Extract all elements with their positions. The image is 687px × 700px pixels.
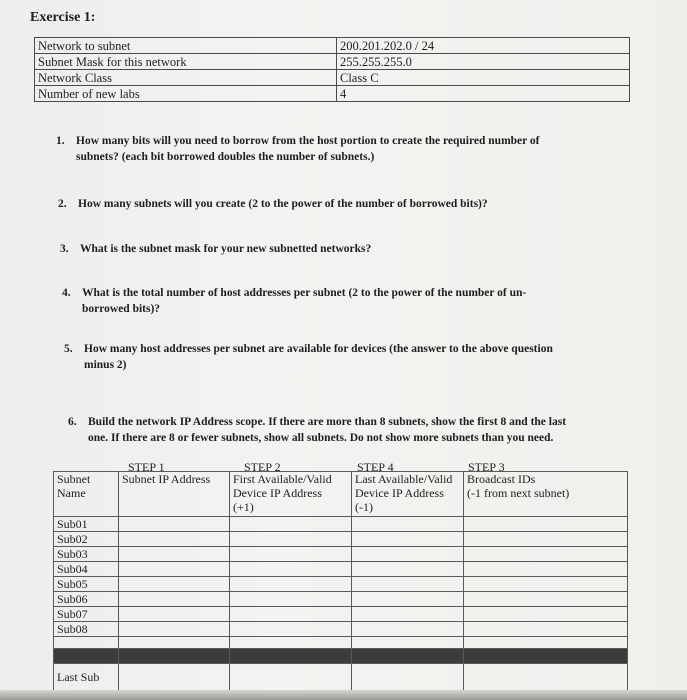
header-cell: Subnet Name [54, 472, 119, 517]
answer-cell[interactable] [464, 622, 628, 637]
answer-cell[interactable] [464, 517, 628, 532]
table-row [54, 622, 628, 637]
row-value: 4 [337, 86, 630, 102]
answer-cell[interactable] [464, 562, 628, 577]
answer-cell[interactable] [230, 592, 352, 607]
row-value: 200.201.202.0 / 24 [337, 38, 630, 54]
question-text: What is the subnet mask for your new subnetted networks? [80, 243, 372, 255]
answer-cell[interactable] [464, 547, 628, 562]
table-row [54, 592, 628, 607]
answer-cell[interactable] [464, 532, 628, 547]
subnet-name: Sub08 [54, 622, 119, 637]
answer-cell[interactable] [464, 607, 628, 622]
answer-cell[interactable] [119, 562, 230, 577]
row-label: Network to subnet [35, 38, 337, 54]
empty-cell [119, 637, 230, 649]
table-row [54, 532, 628, 547]
answer-cell[interactable] [119, 592, 230, 607]
step-label: STEP 3 [468, 460, 505, 474]
answer-cell[interactable] [352, 592, 464, 607]
empty-cell [54, 637, 119, 649]
question-text: What is the total number of host addresses per subnet (2 to the power of the number of un- [82, 287, 527, 299]
header-cell: First Available/Valid Device IP Address (+1) [230, 472, 352, 517]
question-text: minus 2) [84, 359, 127, 371]
answer-cell[interactable] [230, 622, 352, 637]
empty-cell [352, 637, 464, 649]
answer-cell[interactable] [352, 577, 464, 592]
shaded-cell [54, 649, 119, 664]
question-number: 4. [62, 287, 71, 299]
question-6 [68, 414, 566, 446]
answer-cell[interactable] [352, 607, 464, 622]
question-1 [56, 133, 540, 165]
step-label: STEP 4 [357, 460, 394, 474]
answer-cell[interactable] [230, 532, 352, 547]
table-row [54, 607, 628, 622]
question-number: 5. [64, 343, 73, 355]
step-label: STEP 1 [128, 460, 165, 474]
subnet-name: Sub06 [54, 592, 119, 607]
row-value: 255.255.255.0 [337, 54, 630, 70]
question-text: Build the network IP Address scope. If there are more than 8 subnets, show the first 8 and the last [88, 416, 567, 428]
table-row [54, 577, 628, 592]
header-cell: Broadcast IDs (-1 from next subnet) [464, 472, 628, 517]
subnet-name: Sub07 [54, 607, 119, 622]
shaded-cell [352, 649, 464, 664]
answer-cell[interactable] [464, 592, 628, 607]
question-text: How many host addresses per subnet are available for devices (the answer to the above question [84, 343, 553, 355]
subnet-name: Sub03 [54, 547, 119, 562]
table-row [35, 70, 630, 86]
question-2 [58, 196, 488, 212]
table-row [35, 86, 630, 102]
answer-cell[interactable] [352, 517, 464, 532]
step-label: STEP 2 [244, 460, 281, 474]
subnet-name: Sub02 [54, 532, 119, 547]
question-text: borrowed bits)? [82, 303, 161, 315]
empty-cell [230, 637, 352, 649]
row-label: Number of new labs [35, 86, 337, 102]
answer-cell[interactable] [119, 547, 230, 562]
answer-cell[interactable] [230, 547, 352, 562]
table-row [35, 38, 630, 54]
table-row [35, 54, 630, 70]
answer-cell[interactable] [352, 547, 464, 562]
answer-cell[interactable] [119, 622, 230, 637]
question-number: 2. [58, 198, 67, 210]
subnet-name: Sub04 [54, 562, 119, 577]
separator-row [54, 649, 628, 664]
question-number: 3. [60, 243, 69, 255]
answer-cell[interactable] [230, 577, 352, 592]
answer-cell[interactable] [352, 532, 464, 547]
question-5 [64, 341, 553, 373]
answer-cell[interactable] [352, 562, 464, 577]
answer-cell[interactable] [119, 577, 230, 592]
row-label: Subnet Mask for this network [35, 54, 337, 70]
network-info-table [34, 37, 630, 102]
answer-cell[interactable] [230, 607, 352, 622]
empty-cell [464, 637, 628, 649]
answer-cell[interactable] [464, 577, 628, 592]
table-row [54, 517, 628, 532]
row-value: Class C [337, 70, 630, 86]
shaded-cell [230, 649, 352, 664]
exercise-heading: Exercise 1: [30, 10, 96, 25]
shaded-cell [464, 649, 628, 664]
answer-cell[interactable] [230, 517, 352, 532]
row-label: Network Class [35, 70, 337, 86]
answer-cell[interactable] [352, 622, 464, 637]
header-cell: Last Available/Valid Device IP Address (-1) [352, 472, 464, 517]
header-cell: Subnet IP Address [119, 472, 230, 517]
question-number: 6. [68, 416, 77, 428]
question-4 [62, 285, 526, 317]
question-text: How many bits will you need to borrow from the host portion to create the required number of [76, 135, 540, 147]
answer-cell[interactable] [119, 532, 230, 547]
table-row [54, 637, 628, 649]
question-text: subnets? (each bit borrowed doubles the number of subnets.) [76, 151, 375, 163]
question-text: one. If there are 8 or fewer subnets, show all subnets. Do not show more subnets than you need. [88, 432, 554, 444]
shaded-cell [119, 649, 230, 664]
subnet-name: Sub01 [54, 517, 119, 532]
subnet-name: Sub05 [54, 577, 119, 592]
question-text: How many subnets will you create (2 to the power of the number of borrowed bits)? [78, 198, 488, 210]
table-row [54, 562, 628, 577]
ip-scope-table [53, 471, 628, 697]
subnet-name: Last Sub [54, 664, 119, 697]
question-number: 1. [56, 135, 65, 147]
question-3 [60, 241, 371, 257]
table-row [54, 547, 628, 562]
page-edge [0, 690, 687, 700]
answer-cell[interactable] [119, 607, 230, 622]
header-row [54, 472, 628, 517]
answer-cell[interactable] [119, 517, 230, 532]
answer-cell[interactable] [230, 562, 352, 577]
